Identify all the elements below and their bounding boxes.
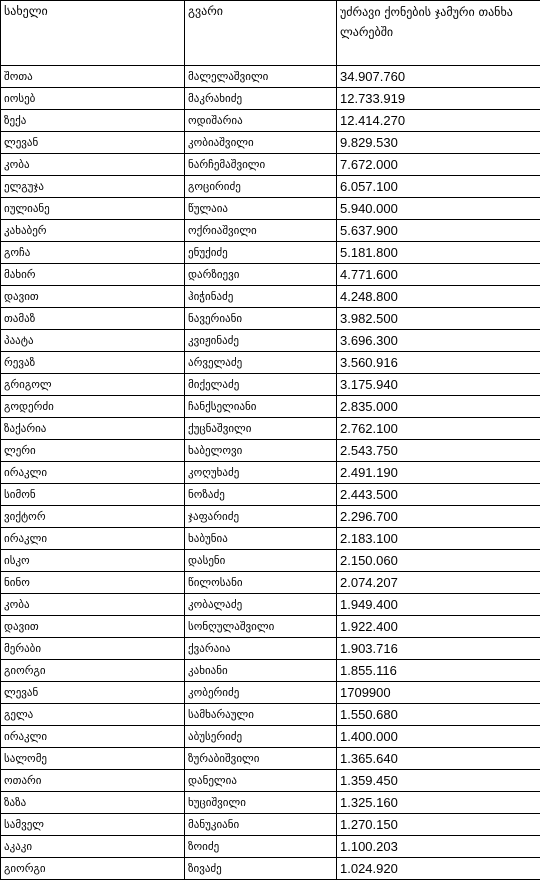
value-cell: 1.365.640 bbox=[337, 748, 540, 770]
table-row bbox=[1, 66, 540, 88]
name-cell: ირაკლი bbox=[1, 462, 185, 484]
header-name: სახელი bbox=[1, 1, 185, 66]
name-cell: ლერი bbox=[1, 440, 185, 462]
name-cell: გოდერძი bbox=[1, 396, 185, 418]
table-row bbox=[1, 506, 540, 528]
name-cell: ნინო bbox=[1, 572, 185, 594]
surname-cell: მალელაშვილი bbox=[185, 66, 337, 88]
name-cell: აკაკი bbox=[1, 836, 185, 858]
value-cell: 1.359.450 bbox=[337, 770, 540, 792]
table-row bbox=[1, 484, 540, 506]
name-cell: კახაბერ bbox=[1, 220, 185, 242]
name-cell: დავით bbox=[1, 286, 185, 308]
table-row bbox=[1, 198, 540, 220]
surname-cell: ზურაბიშვილი bbox=[185, 748, 337, 770]
table-row bbox=[1, 440, 540, 462]
table-row bbox=[1, 594, 540, 616]
table-row bbox=[1, 770, 540, 792]
table-row bbox=[1, 858, 540, 880]
name-cell: რევაზ bbox=[1, 352, 185, 374]
table-row bbox=[1, 330, 540, 352]
table-row bbox=[1, 308, 540, 330]
name-cell: კობა bbox=[1, 154, 185, 176]
table-row bbox=[1, 528, 540, 550]
table-row bbox=[1, 374, 540, 396]
table-row bbox=[1, 550, 540, 572]
value-cell: 2.762.100 bbox=[337, 418, 540, 440]
surname-cell: ნავერიანი bbox=[185, 308, 337, 330]
table-row bbox=[1, 726, 540, 748]
table-row bbox=[1, 572, 540, 594]
value-cell: 1.855.116 bbox=[337, 660, 540, 682]
surname-cell: ნოზაძე bbox=[185, 484, 337, 506]
surname-cell: კობერიძე bbox=[185, 682, 337, 704]
surname-cell: ნარჩემაშვილი bbox=[185, 154, 337, 176]
name-cell: სიმონ bbox=[1, 484, 185, 506]
value-cell: 2.543.750 bbox=[337, 440, 540, 462]
value-cell: 5.637.900 bbox=[337, 220, 540, 242]
table-row bbox=[1, 110, 540, 132]
value-cell: 6.057.100 bbox=[337, 176, 540, 198]
name-cell: სალომე bbox=[1, 748, 185, 770]
surname-cell: ზოიძე bbox=[185, 836, 337, 858]
name-cell: გიორგი bbox=[1, 858, 185, 880]
value-cell: 3.982.500 bbox=[337, 308, 540, 330]
name-cell: შოთა bbox=[1, 66, 185, 88]
surname-cell: კობიაშვილი bbox=[185, 132, 337, 154]
table-row bbox=[1, 660, 540, 682]
table-row bbox=[1, 396, 540, 418]
value-cell: 2.150.060 bbox=[337, 550, 540, 572]
surname-cell: წულაია bbox=[185, 198, 337, 220]
value-cell: 34.907.760 bbox=[337, 66, 540, 88]
name-cell: ლევან bbox=[1, 132, 185, 154]
value-cell: 5.181.800 bbox=[337, 242, 540, 264]
value-cell: 1.922.400 bbox=[337, 616, 540, 638]
name-cell: დავით bbox=[1, 616, 185, 638]
value-cell: 1.325.160 bbox=[337, 792, 540, 814]
name-cell: სამველ bbox=[1, 814, 185, 836]
table-row bbox=[1, 704, 540, 726]
table-row bbox=[1, 154, 540, 176]
table-row bbox=[1, 264, 540, 286]
value-cell: 4.771.600 bbox=[337, 264, 540, 286]
surname-cell: ოქრიაშვილი bbox=[185, 220, 337, 242]
table-row bbox=[1, 132, 540, 154]
value-cell: 1.949.400 bbox=[337, 594, 540, 616]
table-header bbox=[1, 1, 540, 66]
name-cell: ირაკლი bbox=[1, 528, 185, 550]
surname-cell: კოღუხაძე bbox=[185, 462, 337, 484]
table-row bbox=[1, 286, 540, 308]
header-surname: გვარი bbox=[185, 1, 337, 66]
surname-cell: ოდიშარია bbox=[185, 110, 337, 132]
value-cell: 7.672.000 bbox=[337, 154, 540, 176]
table-row bbox=[1, 638, 540, 660]
surname-cell: წილოსანი bbox=[185, 572, 337, 594]
name-cell: ზაქარია bbox=[1, 418, 185, 440]
name-cell: ვიქტორ bbox=[1, 506, 185, 528]
surname-cell: ხუციშვილი bbox=[185, 792, 337, 814]
table-body bbox=[1, 66, 540, 880]
surname-cell: ჩანქსელიანი bbox=[185, 396, 337, 418]
name-cell: კობა bbox=[1, 594, 185, 616]
table-row bbox=[1, 616, 540, 638]
value-cell: 2.443.500 bbox=[337, 484, 540, 506]
value-cell: 1.270.150 bbox=[337, 814, 540, 836]
table-row bbox=[1, 682, 540, 704]
surname-cell: ხაბუნია bbox=[185, 528, 337, 550]
value-cell: 2.296.700 bbox=[337, 506, 540, 528]
value-cell: 1.550.680 bbox=[337, 704, 540, 726]
name-cell: გელა bbox=[1, 704, 185, 726]
value-cell: 9.829.530 bbox=[337, 132, 540, 154]
table-row bbox=[1, 176, 540, 198]
surname-cell: კვიჟინაძე bbox=[185, 330, 337, 352]
name-cell: ზექა bbox=[1, 110, 185, 132]
value-cell: 2.074.207 bbox=[337, 572, 540, 594]
name-cell: ლევან bbox=[1, 682, 185, 704]
value-cell: 2.835.000 bbox=[337, 396, 540, 418]
table-row bbox=[1, 814, 540, 836]
name-cell: ისკო bbox=[1, 550, 185, 572]
surname-cell: ზივაძე bbox=[185, 858, 337, 880]
name-cell: ელგუჯა bbox=[1, 176, 185, 198]
value-cell: 12.414.270 bbox=[337, 110, 540, 132]
surname-cell: აბუსერიძე bbox=[185, 726, 337, 748]
value-cell: 1.903.716 bbox=[337, 638, 540, 660]
name-cell: თამაზ bbox=[1, 308, 185, 330]
surname-cell: ქვარაია bbox=[185, 638, 337, 660]
surname-cell: არველაძე bbox=[185, 352, 337, 374]
surname-cell: ჯაფარიძე bbox=[185, 506, 337, 528]
table-row bbox=[1, 748, 540, 770]
surname-cell: სონღულაშვილი bbox=[185, 616, 337, 638]
surname-cell: ხაბელოვი bbox=[185, 440, 337, 462]
value-cell: 1.024.920 bbox=[337, 858, 540, 880]
value-cell: 3.696.300 bbox=[337, 330, 540, 352]
value-cell: 2.491.190 bbox=[337, 462, 540, 484]
table-row bbox=[1, 242, 540, 264]
surname-cell: დანელია bbox=[185, 770, 337, 792]
name-cell: პაატა bbox=[1, 330, 185, 352]
value-cell: 1709900 bbox=[337, 682, 540, 704]
header-assets: უძრავი ქონების ჯამური თანხა ლარებში bbox=[337, 1, 540, 66]
name-cell: გიორგი bbox=[1, 660, 185, 682]
surname-cell: სამხარაული bbox=[185, 704, 337, 726]
table-row bbox=[1, 418, 540, 440]
surname-cell: კახიანი bbox=[185, 660, 337, 682]
value-cell: 1.400.000 bbox=[337, 726, 540, 748]
surname-cell: დარზიევი bbox=[185, 264, 337, 286]
table-row bbox=[1, 88, 540, 110]
surname-cell: კობალაძე bbox=[185, 594, 337, 616]
name-cell: იოსებ bbox=[1, 88, 185, 110]
table-row bbox=[1, 352, 540, 374]
surname-cell: მანუკიანი bbox=[185, 814, 337, 836]
name-cell: გრიგოლ bbox=[1, 374, 185, 396]
name-cell: იულიანე bbox=[1, 198, 185, 220]
header-row bbox=[1, 1, 540, 66]
table-row bbox=[1, 792, 540, 814]
table-row bbox=[1, 836, 540, 858]
name-cell: მახირ bbox=[1, 264, 185, 286]
value-cell: 5.940.000 bbox=[337, 198, 540, 220]
surname-cell: ჰიჭინაძე bbox=[185, 286, 337, 308]
name-cell: ზაზა bbox=[1, 792, 185, 814]
table-row bbox=[1, 462, 540, 484]
value-cell: 12.733.919 bbox=[337, 88, 540, 110]
table-row bbox=[1, 220, 540, 242]
value-cell: 4.248.800 bbox=[337, 286, 540, 308]
value-cell: 1.100.203 bbox=[337, 836, 540, 858]
name-cell: ირაკლი bbox=[1, 726, 185, 748]
name-cell: ოთარი bbox=[1, 770, 185, 792]
name-cell: მერაბი bbox=[1, 638, 185, 660]
name-cell: გოჩა bbox=[1, 242, 185, 264]
value-cell: 3.175.940 bbox=[337, 374, 540, 396]
surname-cell: გოცირიძე bbox=[185, 176, 337, 198]
value-cell: 3.560.916 bbox=[337, 352, 540, 374]
value-cell: 2.183.100 bbox=[337, 528, 540, 550]
surname-cell: ენუქიძე bbox=[185, 242, 337, 264]
surname-cell: მაკრახიძე bbox=[185, 88, 337, 110]
surname-cell: დასენი bbox=[185, 550, 337, 572]
surname-cell: მიქელაძე bbox=[185, 374, 337, 396]
surname-cell: ქუცნაშვილი bbox=[185, 418, 337, 440]
